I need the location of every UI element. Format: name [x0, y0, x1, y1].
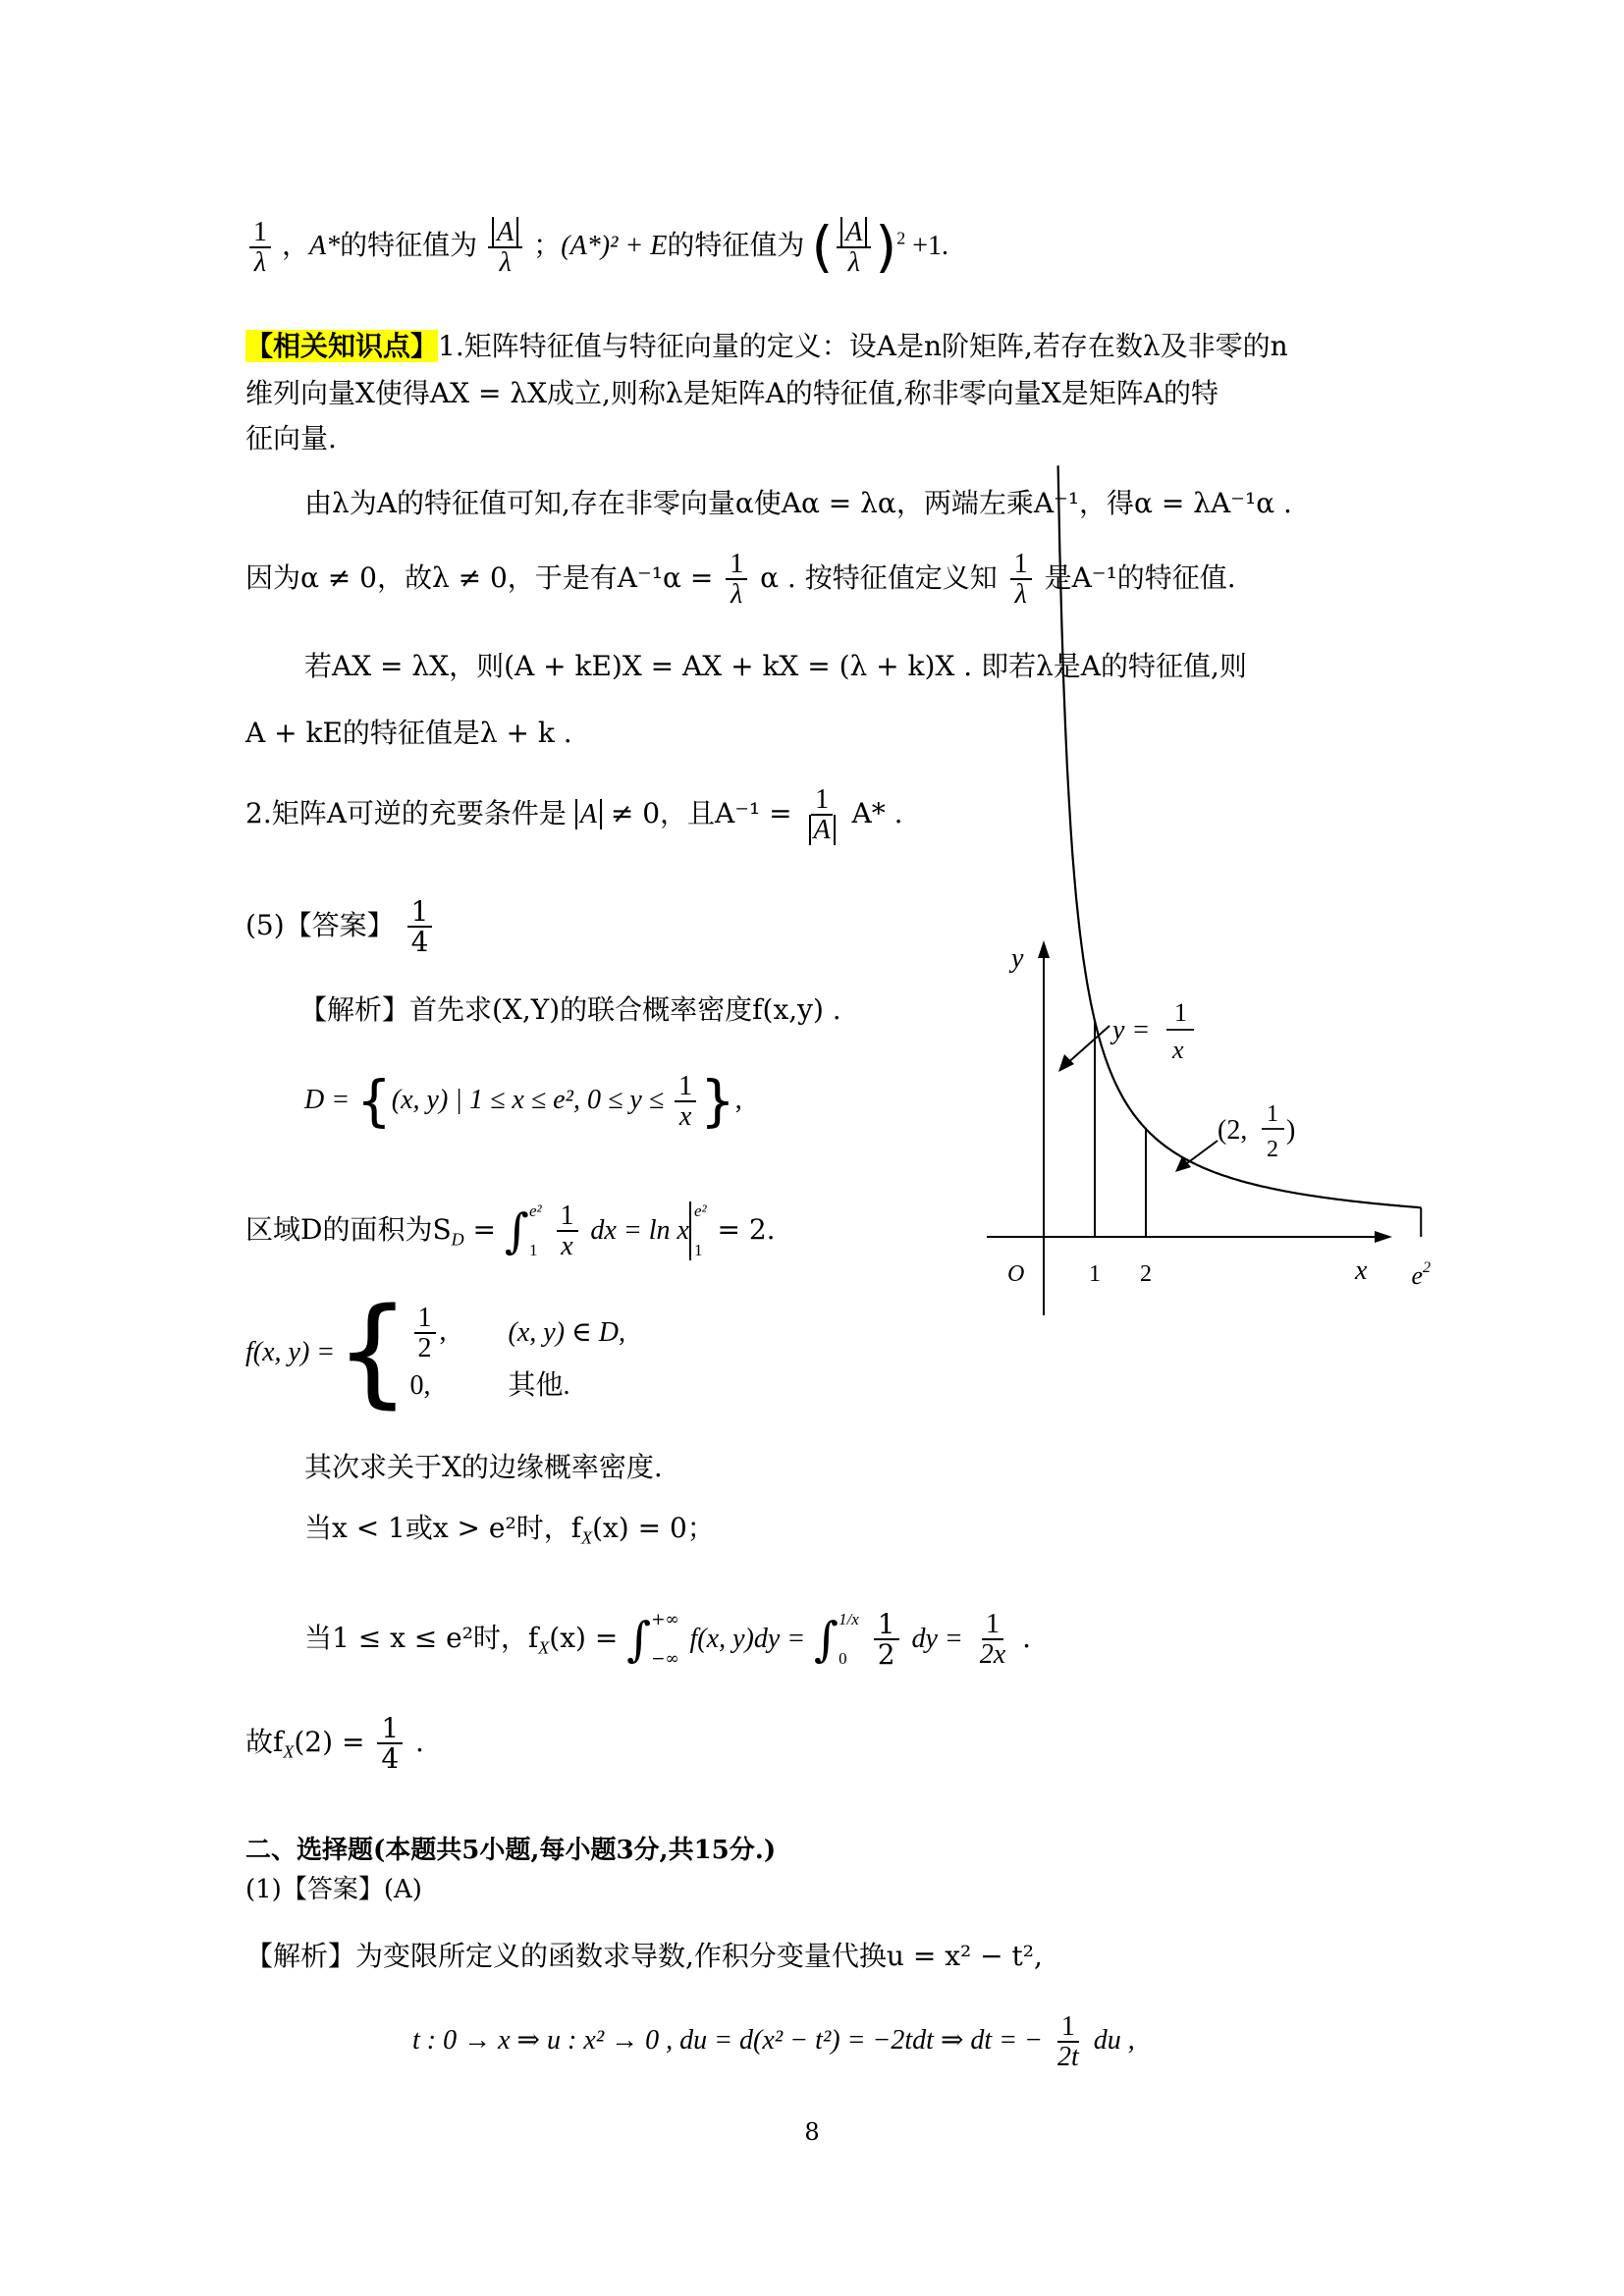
x-axis-arrow [1375, 1231, 1392, 1243]
region-graph [972, 933, 1432, 1325]
substitution-line: t : 0 → x ⇒ u : x² → 0 , du = d(x² − t²) = −2tdt ⇒ dt = − $\frac{1}{2t}$ du , [412, 2011, 1135, 2073]
case-otherwise: 0, 其他. [409, 1369, 570, 1401]
marginal-value-line: 故$f_X(2)$ = $\frac{1}{4}$ . [245, 1712, 424, 1776]
curve-equation-num: 1 [1174, 998, 1187, 1027]
marginal-case-outside-line: 当x < 1或x > e²时，$f_X(x) = 0$； [304, 1512, 715, 1548]
curve-equation-label: y = [1112, 1015, 1151, 1045]
fraction-one-over-x: $\frac{1}{x}$ [675, 1072, 696, 1132]
point-label-arrowhead [1175, 1156, 1191, 1172]
fraction-det-a-over-lambda-squared: $\frac{A}{\lambda}$ [837, 218, 871, 278]
area-line: 区域D的面积为$S_D$ = ∫ e² 1 $\frac{1}{x}$ dx = ln x e² 1 = 2. [245, 1201, 776, 1262]
fraction-integrand: $\frac{1}{x}$ [557, 1201, 578, 1261]
y-axis-label: y [1011, 943, 1024, 974]
marginal-case-inside-line: 当1 ≤ x ≤ e²时，$f_X(x)$ = ∫ +∞ −∞ f(x, y)dy = ∫ 1/x 0 $\frac{1}{2}$ dy = $\frac{1}{2x}$ . [304, 1608, 1031, 1672]
marginal-integral-limits-2: 1/x 0 [839, 1610, 859, 1668]
analysis-1-line: 【解析】为变限所定义的函数求导数,作积分变量代换u = x² − t², [245, 1940, 1043, 1972]
answer-1-line: (1)【答案】(A) [245, 1875, 422, 1904]
derivation-line-3: 若AX = λX，则(A + kE)X = AX + kX = (λ + k)X . 即若λ是A的特征值,则 [304, 650, 1247, 682]
tick-label-2: 2 [1140, 1261, 1152, 1287]
section-2-heading: 二、选择题(本题共5小题,每小题3分,共15分.) [245, 1836, 777, 1865]
domain-definition-line: D = {(x, y) | 1 ≤ x ≤ e², 0 ≤ y ≤ $\frac{1}{x}$ }, [304, 1069, 742, 1134]
area-integral-limits: e² 1 [528, 1201, 542, 1259]
origin-label: O [1007, 1261, 1025, 1287]
x-axis-label: x [1355, 1255, 1368, 1286]
joint-density-definition: f(x, y) = { $\frac{1}{2}$ , (x, y) ∈ D, 0, 其他. [245, 1284, 625, 1420]
tick-label-1: 1 [1089, 1261, 1101, 1287]
page-number: 8 [804, 2118, 820, 2146]
knowledge-point-line: 【相关知识点】1.矩阵特征值与特征向量的定义：设A是n阶矩阵,若存在数λ及非零的n [245, 330, 1288, 362]
answer-5-fraction: $\frac{1}{4}$ [407, 897, 433, 957]
point-label-num: 1 [1267, 1101, 1278, 1127]
knowledge-point-tag: 【相关知识点】 [245, 330, 439, 362]
point-label: (2, [1218, 1115, 1248, 1146]
definition-line-3: 征向量. [245, 422, 337, 454]
definition-line-2: 维列向量X使得AX = λX成立,则称λ是矩阵A的特征值,称非零向量X是矩阵A的特 [245, 377, 1218, 409]
eigen-summary-line: $\frac{1}{\lambda}$ ，A*的特征值为 $\frac{A}{\lambda}$ ；(A*)² + E的特征值为 ( $\frac{A}{\lambda}$ )$^2$ +1. [245, 218, 948, 278]
y-axis-arrow [1038, 940, 1050, 958]
invertible-condition-line: 2.矩阵A可逆的充要条件是 A ≠ 0，且A⁻¹ = $\frac{1}{A}$ A* . [245, 784, 903, 846]
area-eval-limits: e² 1 [689, 1201, 707, 1260]
case-in-domain: $\frac{1}{2}$ , (x, y) ∈ D, [410, 1304, 625, 1363]
derivation-line-4: A + kE的特征值是λ + k . [245, 717, 572, 749]
point-label-close: ) [1286, 1115, 1296, 1146]
derivation-line-1: 由λ为A的特征值可知,存在非零向量α使Aα = λα，两端左乘A⁻¹，得α = λA⁻¹α . [304, 487, 1292, 519]
marginal-intro-line: 其次求关于X的边缘概率密度. [304, 1451, 663, 1483]
fraction-one-over-lambda: $\frac{1}{\lambda}$ [249, 218, 271, 278]
curve-label-arrow [1065, 1026, 1110, 1065]
marginal-integral-limits: +∞ −∞ [651, 1610, 679, 1669]
fraction-det-a-over-lambda: $\frac{A}{\lambda}$ [488, 218, 522, 278]
point-label-den: 2 [1267, 1137, 1278, 1162]
tick-label-e2: $e^2$ [1411, 1259, 1432, 1290]
analysis-5-line: 【解析】首先求(X,Y)的联合概率密度f(x,y) . [299, 993, 841, 1026]
fraction-one-over-det-a: $\frac{1}{A}$ [805, 785, 839, 845]
curve-label-arrowhead [1058, 1054, 1074, 1072]
answer-5-line: (5)【答案】 $\frac{1}{4}$ [245, 897, 436, 957]
piecewise-cases [410, 1304, 625, 1402]
fraction-inverse-eigen-2: $\frac{1}{\lambda}$ [1010, 550, 1032, 610]
point-label-arrow [1183, 1141, 1218, 1166]
derivation-line-2: 因为α ≠ 0，故λ ≠ 0，于是有A⁻¹α = $\frac{1}{\lambda}$ α . 按特征值定义知 $\frac{1}{\lambda}$ 是A⁻¹的特征值. [245, 549, 1236, 611]
curve-equation-den: x [1172, 1036, 1184, 1064]
fraction-inverse-eigen: $\frac{1}{\lambda}$ [726, 550, 747, 610]
